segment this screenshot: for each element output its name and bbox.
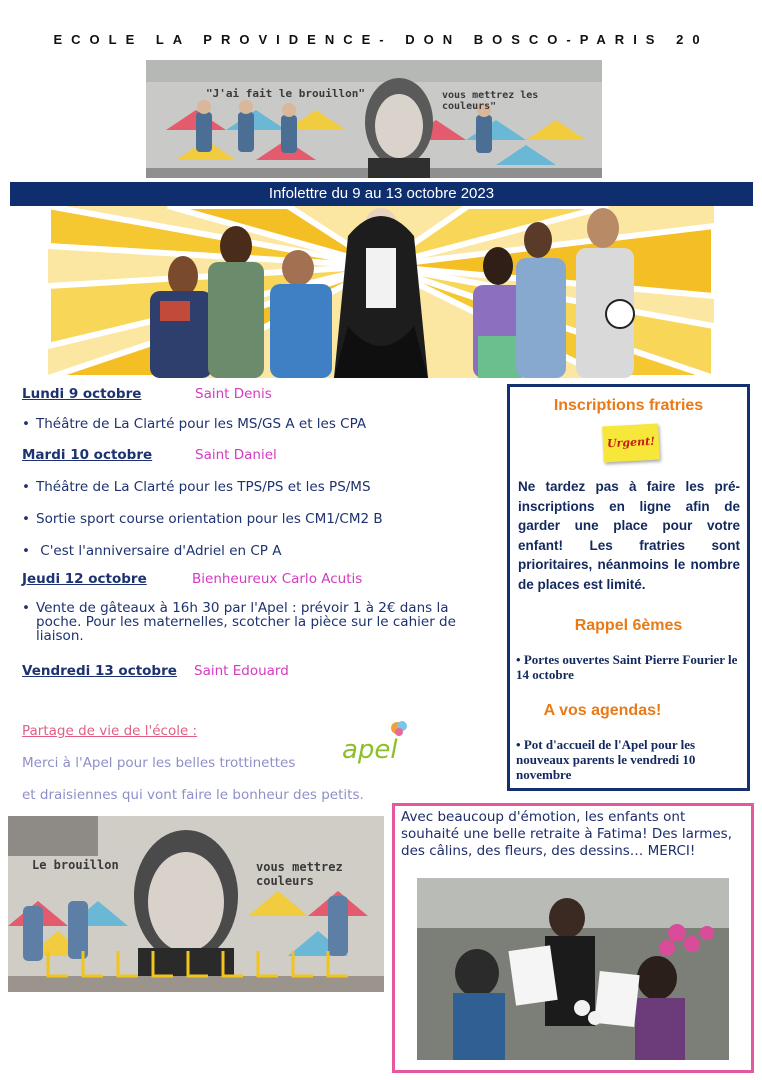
bullet-icon: • bbox=[22, 511, 30, 527]
fatima-box bbox=[392, 803, 754, 1073]
agenda-day-thursday bbox=[22, 571, 147, 587]
agenda-day-monday bbox=[22, 386, 141, 402]
mural-text-left: Le brouillon bbox=[32, 858, 119, 872]
bullet-icon: • bbox=[22, 416, 30, 432]
bullet-icon: • bbox=[22, 543, 30, 559]
farewell-photo-illustration bbox=[417, 878, 729, 1060]
inscriptions-text: Ne tardez pas à faire les pré-inscriptions en ligne afin de garder une place pour votre enfant! Les fratries sont prioritaires, néanmoins le nombre de places est limité. bbox=[518, 479, 740, 592]
partage-line-1: Merci à l'Apel pour les belles trottinettes bbox=[22, 755, 296, 771]
saint-of-day: Saint Denis bbox=[195, 386, 272, 402]
agenda-item: • C'est l'anniversaire d'Adriel en CP A bbox=[22, 543, 282, 559]
mural-illustration bbox=[146, 60, 602, 178]
fatima-text: Avec beaucoup d'émotion, les enfants ont souhaité une belle retraite à Fatima! Des larmes, des câlins, des fleurs, des dessins… MERCI! bbox=[401, 809, 732, 859]
rappel-title: Rappel 6èmes bbox=[574, 617, 683, 634]
newsletter-date-bar: Infolettre du 9 au 13 octobre 2023 bbox=[10, 182, 753, 206]
saint-of-day: Saint Daniel bbox=[195, 447, 277, 463]
urgent-sticky-note: Urgent! bbox=[602, 424, 660, 463]
rappel-item: • Portes ouvertes Saint Pierre Fourier le 14 octobre bbox=[516, 652, 738, 682]
partage-title: Partage de vie de l'école : bbox=[22, 723, 198, 739]
agenda-item: • Vente de gâteaux à 16h 30 par l'Apel : prévoir 1 à 2€ dans la poche. Pour les maternelles, scotcher la pièce sur le cahier de liaison. bbox=[22, 600, 456, 644]
mural-text-left: "J'ai fait le brouillon" bbox=[206, 87, 365, 100]
saint-of-day: Bienheureux Carlo Acutis bbox=[192, 571, 363, 587]
agenda-item: • Théâtre de La Clarté pour les MS/GS A et les CPA bbox=[22, 416, 367, 432]
header-banner-photo bbox=[146, 60, 602, 178]
bullet-icon: • bbox=[22, 479, 30, 495]
stained-glass-illustration bbox=[48, 206, 714, 378]
scooters-photo bbox=[8, 816, 384, 992]
mural-text-right: vous mettrez les couleurs" bbox=[442, 90, 539, 112]
announcements-box bbox=[507, 384, 750, 791]
day-label: Jeudi 12 octobre bbox=[22, 571, 147, 587]
agenda-item: • Sortie sport course orientation pour les CM1/CM2 B bbox=[22, 511, 383, 527]
inscriptions-title: Inscriptions fratries bbox=[553, 397, 704, 414]
agenda-day-tuesday bbox=[22, 447, 152, 463]
saint-of-day: Saint Edouard bbox=[194, 663, 289, 679]
school-name: ECOLE LA PROVIDENCE- DON BOSCO-PARIS 20 bbox=[53, 32, 709, 47]
partage-line-2: et draisiennes qui vont faire le bonheur des petits. bbox=[22, 787, 364, 803]
apel-flower-icon bbox=[388, 718, 410, 740]
mural-text-right: vous mettrez couleurs bbox=[256, 860, 343, 888]
day-label: Vendredi 13 octobre bbox=[22, 663, 177, 679]
agenda-item: • Théâtre de La Clarté pour les TPS/PS et les PS/MS bbox=[22, 479, 371, 495]
farewell-party-photo bbox=[417, 878, 729, 1060]
day-label: Lundi 9 octobre bbox=[22, 386, 142, 402]
agendas-item: • Pot d'accueil de l'Apel pour les nouveaux parents le vendredi 10 novembre bbox=[516, 737, 696, 782]
bullet-icon: • bbox=[22, 600, 30, 616]
day-label: Mardi 10 octobre bbox=[22, 447, 153, 463]
stained-glass-art bbox=[48, 206, 714, 378]
apel-logo: apel bbox=[342, 735, 398, 765]
mural-with-scooters bbox=[8, 816, 384, 992]
agendas-title: A vos agendas! bbox=[543, 702, 662, 719]
agenda-day-friday bbox=[22, 663, 177, 679]
